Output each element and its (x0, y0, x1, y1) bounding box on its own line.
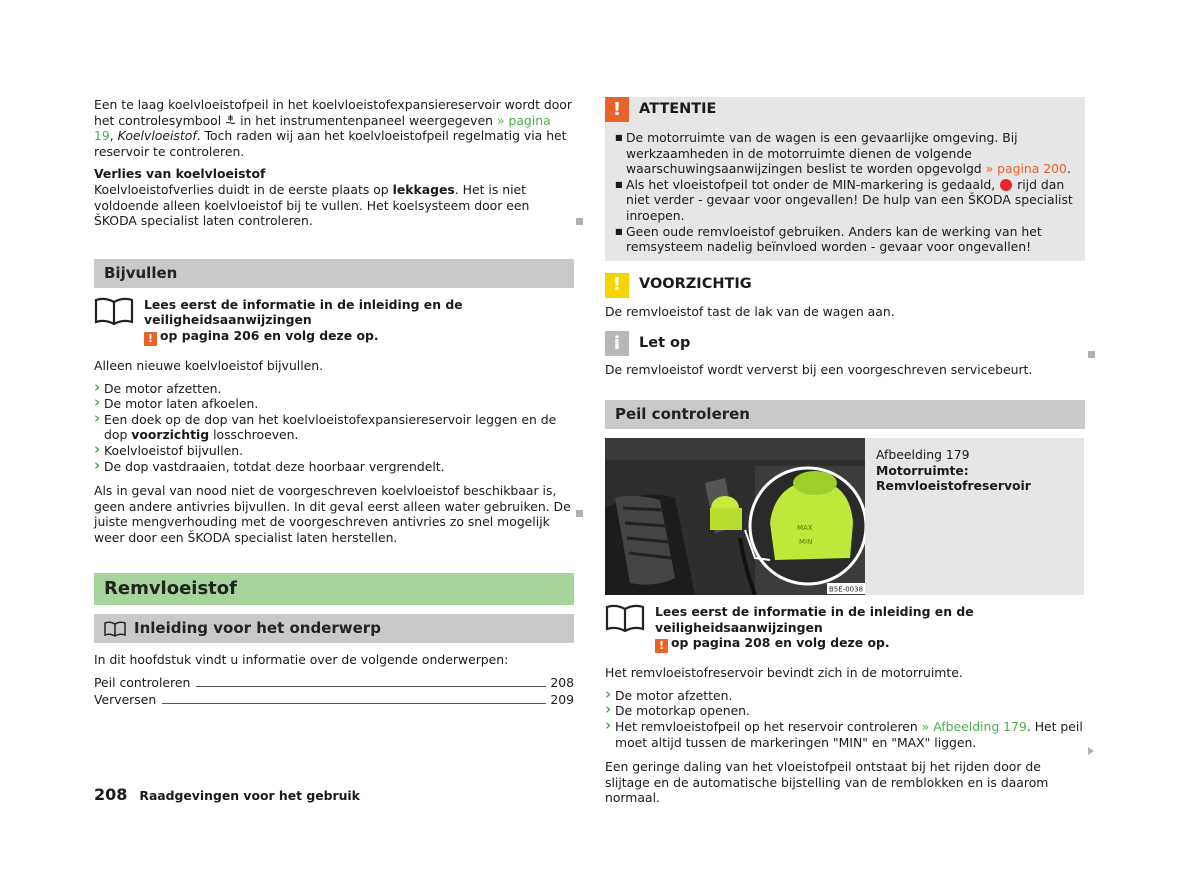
toc-page: 208 (550, 675, 574, 691)
intro-text-1: Een te laag koelvloeistofpeil in het koelvloeistofexpansiereservoir wordt door het controlesymbool (94, 97, 572, 128)
section-end-mark (1088, 351, 1095, 358)
step-item: › De dop vastdraaien, totdat deze hoorbaar vergrendelt. (94, 459, 574, 475)
attention-bullet-2b: rijd dan niet verder - gevaar voor ongevallen! De hulp van een ŠKODA specialist inroepen. (626, 176, 1073, 223)
step-3-text: Een doek op de dop van het koelvloeistofexpansiereservoir leggen en de dop (104, 411, 557, 443)
caution-text: De remvloeistof tast de lak van de wagen aan. (605, 303, 895, 319)
warning-icon: ! (144, 332, 157, 346)
step-item: › De motor afzetten. (94, 381, 574, 397)
read-first-text-2: op pagina 206 en volg deze op. (160, 327, 379, 343)
fig-max-label: MAX (797, 523, 813, 532)
section-intro-heading (94, 614, 574, 643)
step-3a: Het remvloeistofpeil op het reservoir controleren (615, 718, 922, 734)
step-item: › De motor afzetten. (605, 688, 1085, 704)
toc-row[interactable] (94, 674, 574, 691)
intro-ref-title: Koelvloeistof (117, 128, 197, 144)
toc-lead: In dit hoofdstuk vindt u informatie over de volgende onderwerpen: (94, 652, 509, 668)
bijvullen-steps (94, 381, 574, 475)
engine-bay-illustration (605, 438, 865, 595)
warning-icon: ! (655, 639, 668, 653)
attention-bullet-1-end: . (1066, 161, 1071, 177)
right-column (605, 97, 1085, 806)
section-end-mark (576, 510, 583, 517)
bijvullen-lead: Alleen nieuwe koelvloeistof bijvullen. (94, 357, 324, 373)
attention-bullet: ■ Geen oude remvloeistof gebruiken. Anders kan de werking van het remsysteem nadelig beïnvloed worden - gevaar voor ongevallen! (615, 224, 1075, 255)
attention-title-bar (605, 97, 1085, 122)
note-text: De remvloeistof wordt ververst bij een voorgeschreven servicebeurt. (605, 362, 1033, 378)
page-footer (94, 787, 360, 804)
figure-number: Afbeelding 179 (876, 446, 970, 462)
step-3b: . Het peil moet altijd tussen de markeringen "MIN" en "MAX" liggen. (615, 718, 1083, 750)
page-link-200[interactable]: » pagina 200 (985, 161, 1067, 177)
intro-comma: , (109, 128, 118, 144)
attention-bullet-2a: Als het vloeistofpeil tot onder de MIN-markering is gedaald, (626, 176, 1000, 192)
chapter-remvloeistof-heading: Remvloeistof (94, 573, 574, 605)
warning-icon: ! (605, 97, 629, 122)
peil-paragraph: Een geringe daling van het vloeistofpeil ontstaat bij het rijden door de slijtage en de automatische bijstelling van de remblokken en is daarom normaal. (605, 759, 1049, 806)
antifreeze-paragraph: Als in geval van nood niet de voorgeschreven koelvloeistof beschikbaar is, geen andere antivries bijvullen. In dit geval eerst alleen water gebruiken. De juiste mengverhouding met de voorgeschreven antivries zo snel mogelijk weer door een ŠKODA specialist laten herstellen. (94, 483, 571, 545)
toc-label: Peil controleren (94, 675, 191, 691)
peil-lead: Het remvloeistofreservoir bevindt zich in de motorruimte. (605, 665, 963, 681)
stop-icon (1000, 179, 1012, 191)
left-column (94, 97, 574, 708)
book-icon (605, 604, 645, 632)
toc-label: Verversen (94, 692, 157, 708)
coolant-warning-icon (225, 113, 236, 128)
figure-caption (865, 438, 1084, 595)
attention-title: ATTENTIE (639, 100, 717, 117)
step-item: › Koelvloeistof bijvullen. (94, 443, 574, 459)
page-number: 208 (94, 785, 128, 804)
read-first-text-1: Lees eerst de informatie in de inleiding en de veiligheidsaanwijzingen (144, 296, 463, 328)
step-item: › De motorkap openen. (605, 703, 1085, 719)
step-item: › De motor laten afkoelen. (94, 396, 574, 412)
arrow-next-icon (1088, 747, 1094, 755)
book-icon (94, 297, 134, 325)
toc-leader (196, 686, 546, 687)
caution-icon: ! (605, 273, 629, 298)
toc-row[interactable] (94, 691, 574, 708)
loss-heading: Verlies van koelvloeistof (94, 166, 266, 182)
section-intro-title: Inleiding voor het onderwerp (134, 619, 381, 638)
book-icon (104, 621, 126, 637)
attention-bullet (615, 177, 1075, 224)
attention-bullet-1: De motorruimte van de wagen is een gevaarlijke omgeving. Bij werkzaamheden in de motorruimte dienen de volgende waarschuwingsaanwijzingen beslist te worden opgevolgd (626, 130, 1018, 177)
read-first-text-1: Lees eerst de informatie in de inleiding en de veiligheidsaanwijzingen (655, 603, 974, 635)
engine-bay-image (605, 438, 865, 595)
loss-bold: lekkages (392, 181, 455, 197)
footer-title: Raadgevingen voor het gebruik (139, 788, 360, 803)
caution-title: VOORZICHTIG (639, 276, 752, 293)
loss-text-1: Koelvloeistofverlies duidt in de eerste plaats op (94, 181, 393, 197)
step-3-bold: voorzichtig (131, 427, 210, 443)
peil-steps (605, 688, 1085, 750)
step-3-tail: losschroeven. (209, 427, 299, 443)
coolant-intro (94, 97, 574, 159)
section-bijvullen-heading: Bijvullen (94, 259, 574, 288)
step-item (605, 719, 1085, 750)
read-first-notice (605, 604, 1085, 653)
page-link-19[interactable]: » pagina 19 (94, 112, 551, 144)
note-title: Let op (639, 335, 691, 352)
figure-179 (605, 438, 1085, 595)
intro-text-2: in het instrumentenpaneel weergegeven (236, 112, 497, 128)
figure-title: Motorruimte: Remvloeistofreservoir (876, 462, 1031, 494)
section-end-mark (576, 218, 583, 225)
figure-link-179[interactable]: » Afbeelding 179 (921, 718, 1027, 734)
attention-bullet (615, 130, 1075, 177)
intro-text-4: . Toch raden wij aan het koelvloeistofpeil regelmatig via het reservoir te controleren. (94, 128, 567, 159)
loss-paragraph (94, 182, 574, 229)
step-item (94, 412, 574, 443)
read-first-text-2: op pagina 208 en volg deze op. (671, 635, 890, 651)
info-icon: i (605, 331, 629, 356)
note-title-bar (605, 331, 1085, 356)
figure-code: B5E-0038 (829, 585, 864, 594)
attention-box (605, 97, 1085, 261)
toc-list (94, 674, 574, 708)
loss-text-2: . Het is niet voldoende alleen koelvloeistof bij te vullen. Het koelsysteem door een ŠKODA specialist laten controleren. (94, 181, 530, 229)
caution-title-bar (605, 273, 1085, 298)
read-first-notice (94, 297, 574, 346)
section-peil-heading: Peil controleren (605, 400, 1085, 429)
toc-page: 209 (550, 692, 574, 708)
toc-leader (162, 703, 546, 704)
fig-min-label: MIN (799, 537, 813, 546)
